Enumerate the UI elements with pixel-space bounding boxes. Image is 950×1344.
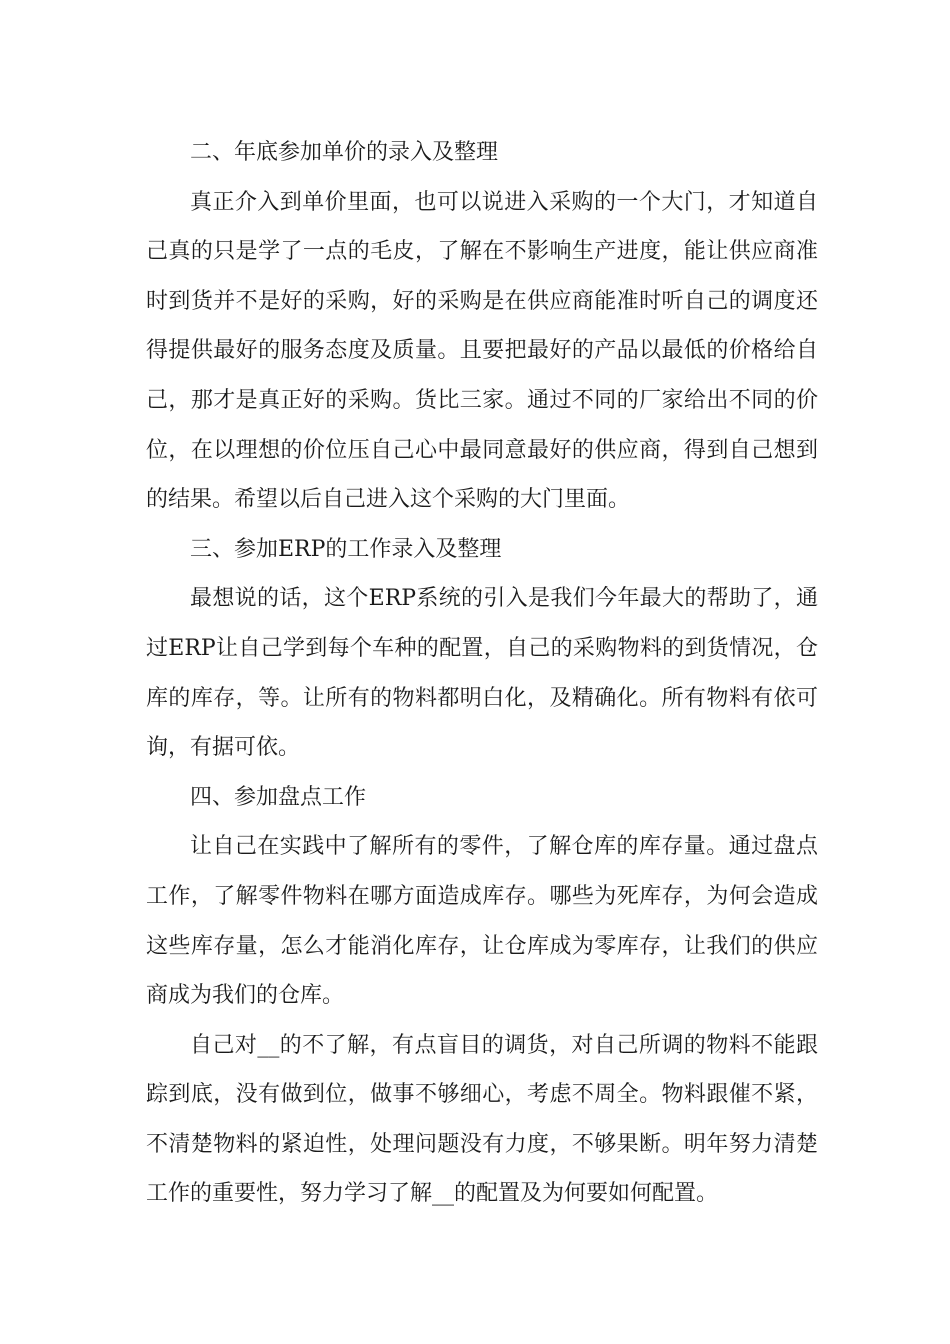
document-body xyxy=(146,128,818,1219)
section-4-paragraph-2: 自己对__的不了解，有点盲目的调货，对自己所调的物料不能跟踪到底，没有做到位，做事不够细心，考虑不周全。物料跟催不紧，不清楚物料的紧迫性，处理问题没有力度，不够果断。明年努力清楚工作的重要性，努力学习了解__的配置及为何要如何配置。 xyxy=(146,1032,818,1207)
section-3-paragraph: 最想说的话，这个ERP系统的引入是我们今年最大的帮助了，通过ERP让自己学到每个车种的配置，自己的采购物料的到货情况，仓库的库存，等。让所有的物料都明白化，及精确化。所有物料有依可询，有据可依。 xyxy=(146,586,818,761)
section-heading-3: 三、参加ERP的工作录入及整理 xyxy=(190,536,502,562)
section-heading-4: 四、参加盘点工作 xyxy=(190,784,367,810)
section-2-paragraph: 真正介入到单价里面，也可以说进入采购的一个大门，才知道自己真的只是学了一点的毛皮，了解在不影响生产进度，能让供应商准时到货并不是好的采购，好的采购是在供应商能准时听自己的调度还得提供最好的服务态度及质量。且要把最好的产品以最低的价格给自己，那才是真正好的采购。货比三家。通过不同的厂家给出不同的价位，在以理想的价位压自己心中最同意最好的供应商，得到自己想到的结果。希望以后自己进入这个采购的大门里面。 xyxy=(146,189,818,513)
section-heading-2: 二、年底参加单价的录入及整理 xyxy=(190,140,499,165)
section-4-paragraph-1: 让自己在实践中了解所有的零件，了解仓库的库存量。通过盘点工作，了解零件物料在哪方面造成库存。哪些为死库存，为何会造成这些库存量，怎么才能消化库存，让仓库成为零库存，让我们的供应商成为我们的仓库。 xyxy=(146,834,818,1009)
